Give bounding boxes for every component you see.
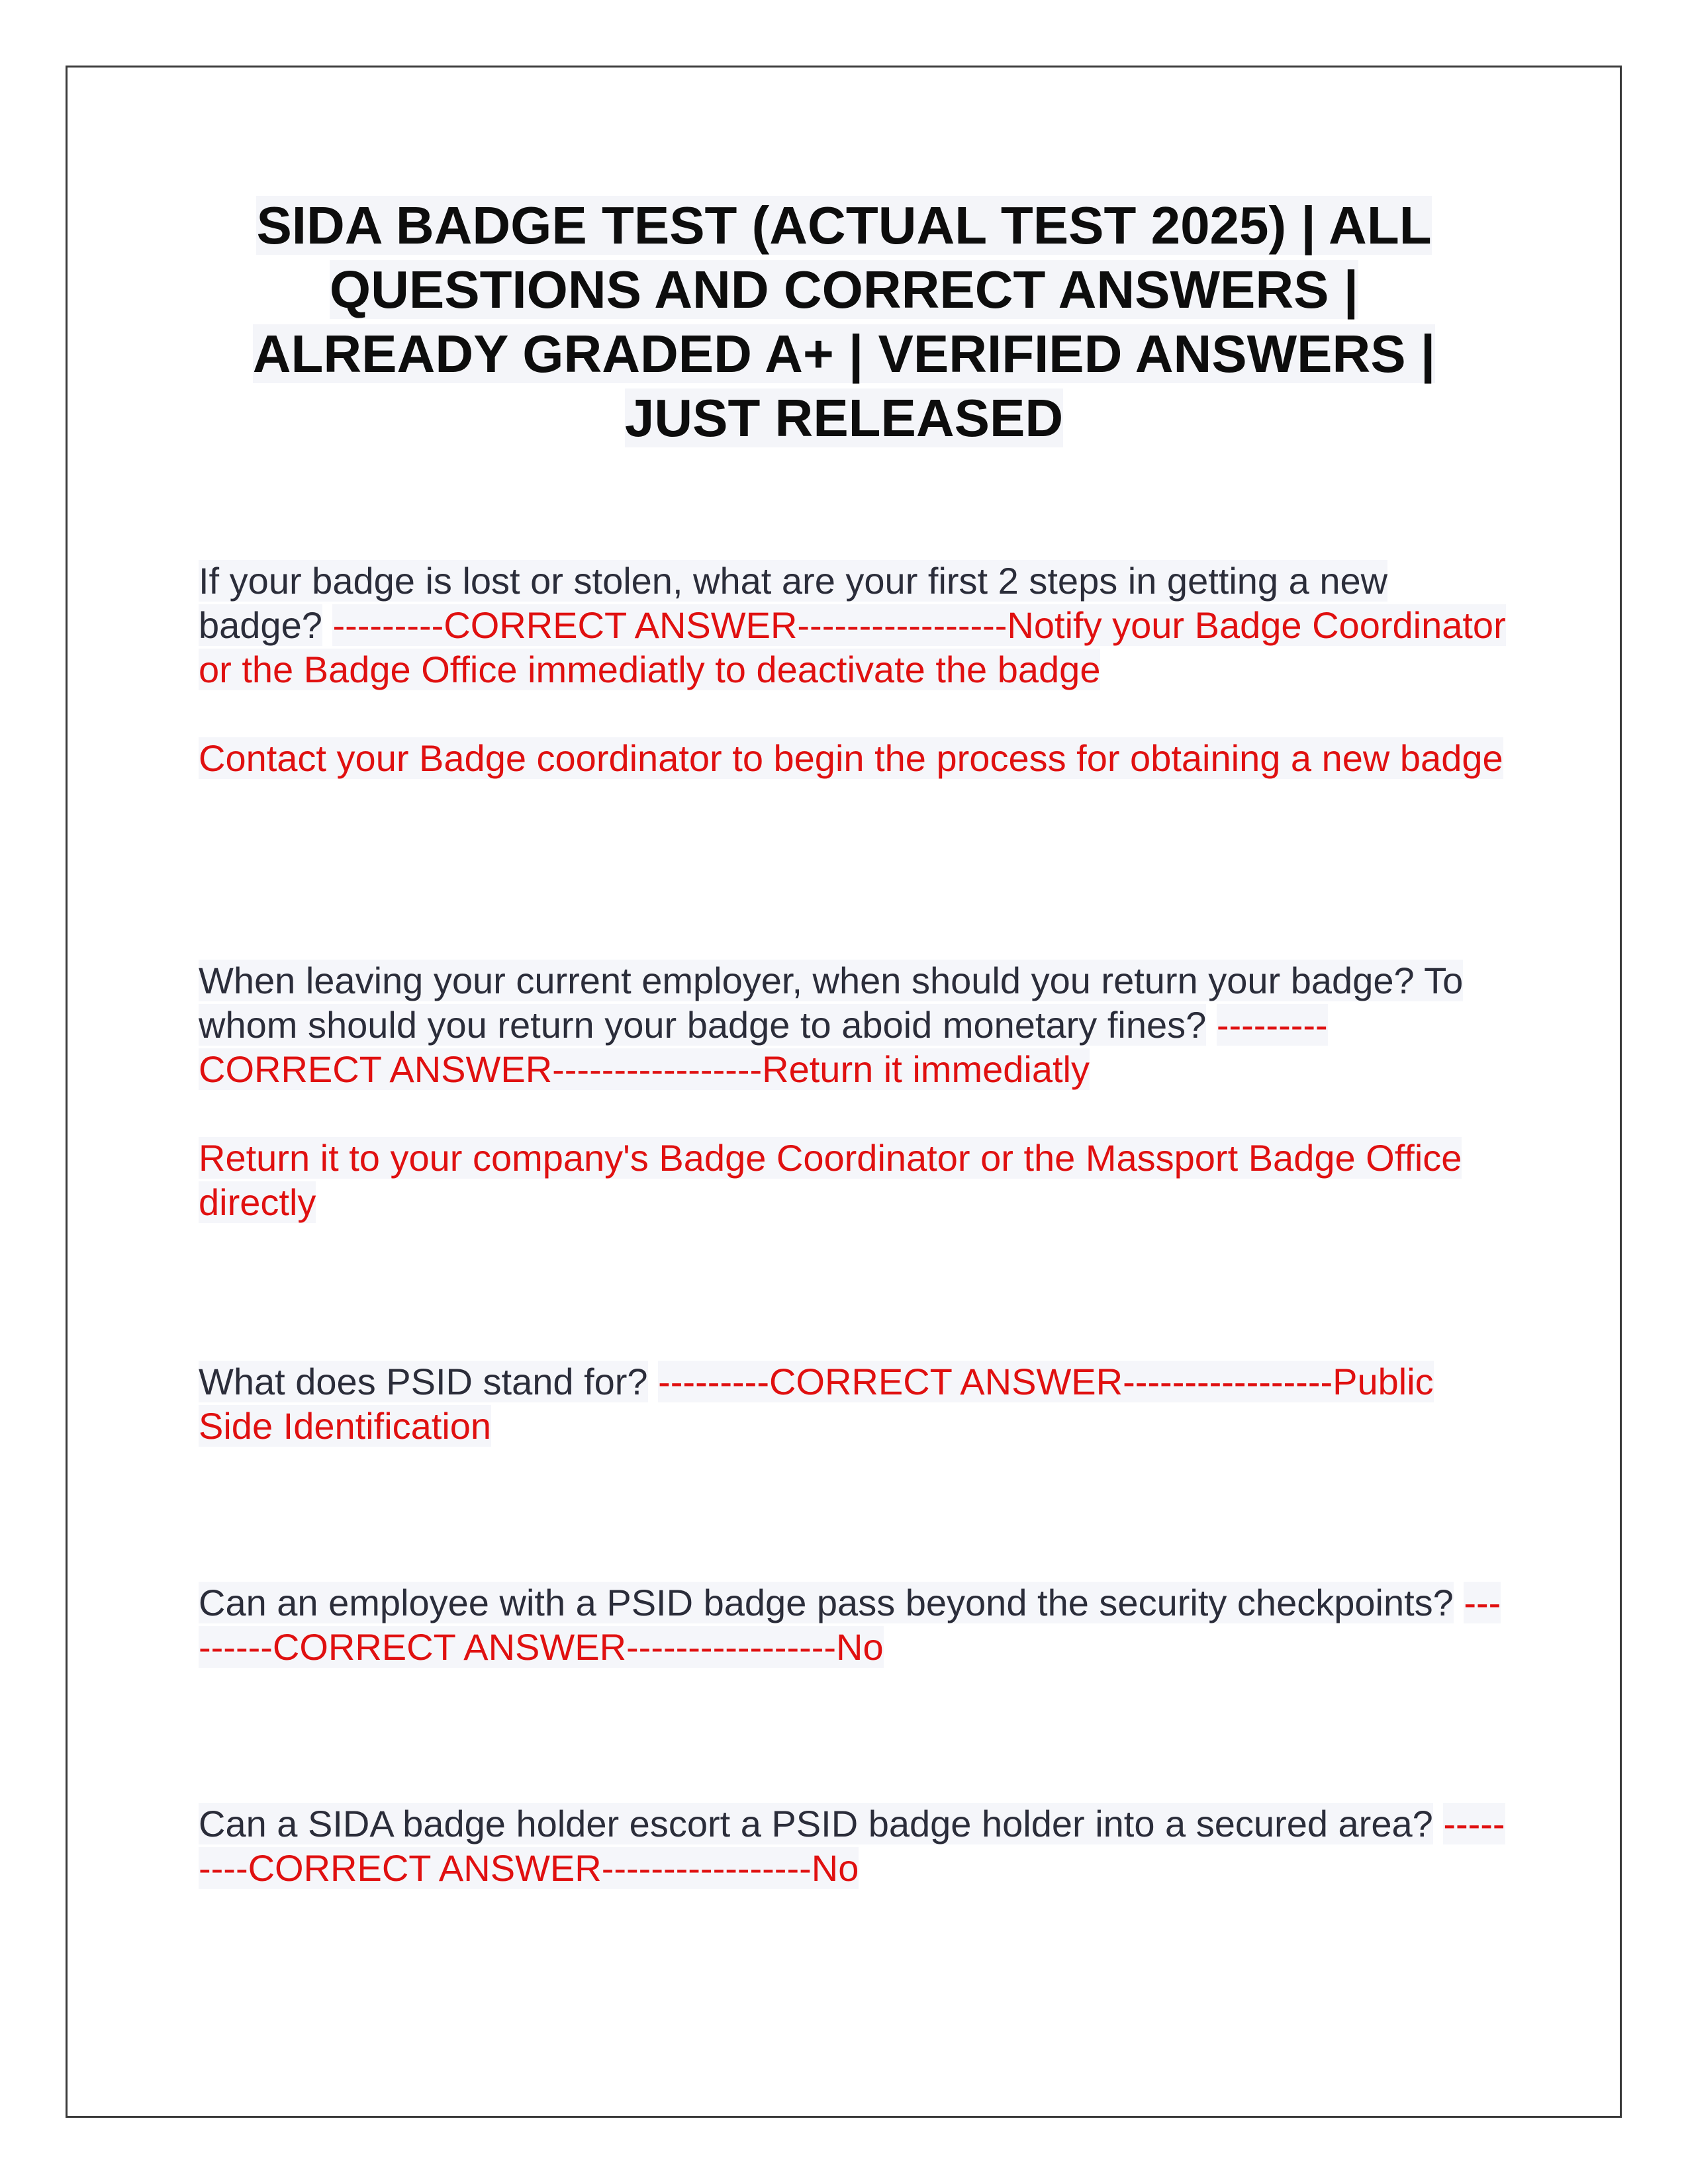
qa-paragraph	[199, 1580, 1509, 1669]
question-text: Can an employee with a PSID badge pass beyond the security checkpoints?	[199, 1582, 1454, 1623]
question-text: If your badge is lost or stolen, what are your first 2 steps in getting a new badge?	[199, 560, 1388, 646]
qa-paragraph	[199, 958, 1509, 1091]
answer-continuation	[199, 736, 1509, 780]
qa-paragraph	[199, 559, 1509, 692]
qa-item-2	[199, 958, 1509, 1224]
question-text: Can a SIDA badge holder escort a PSID badge holder into a secured area?	[199, 1803, 1433, 1844]
answer-continuation	[199, 1136, 1509, 1224]
answer-text: ---------CORRECT ANSWER-----------------Return it immediatly	[199, 1004, 1328, 1090]
question-text: When leaving your current employer, when should you return your badge? To whom should you return your badge to aboid monetary fines?	[199, 960, 1464, 1046]
question-text: What does PSID stand for?	[199, 1361, 648, 1402]
qa-item-1	[199, 559, 1509, 780]
qa-item-5	[199, 1801, 1509, 1890]
answer-extra-text: Contact your Badge coordinator to begin the process for obtaining a new badge	[199, 737, 1503, 779]
document-title-text: SIDA BADGE TEST (ACTUAL TEST 2025) | ALL QUESTIONS AND CORRECT ANSWERS | ALREADY GRADED A+ | VERIFIED ANSWERS | JUST RELEASED	[252, 196, 1436, 447]
qa-item-3	[199, 1359, 1509, 1448]
answer-text: ---------CORRECT ANSWER-----------------No	[199, 1582, 1501, 1668]
answer-text: ---------CORRECT ANSWER-----------------Public Side Identification	[199, 1361, 1434, 1447]
answer-text: ---------CORRECT ANSWER-----------------Notify your Badge Coordinator or the Badge Office immediatly to deactivate the badge	[199, 604, 1506, 690]
qa-paragraph	[199, 1359, 1509, 1448]
document-title	[199, 193, 1489, 450]
answer-extra-text: Return it to your company's Badge Coordinator or the Massport Badge Office directly	[199, 1137, 1462, 1223]
qa-paragraph	[199, 1801, 1509, 1890]
answer-text: ---------CORRECT ANSWER-----------------No	[199, 1803, 1505, 1889]
qa-item-4	[199, 1580, 1509, 1669]
